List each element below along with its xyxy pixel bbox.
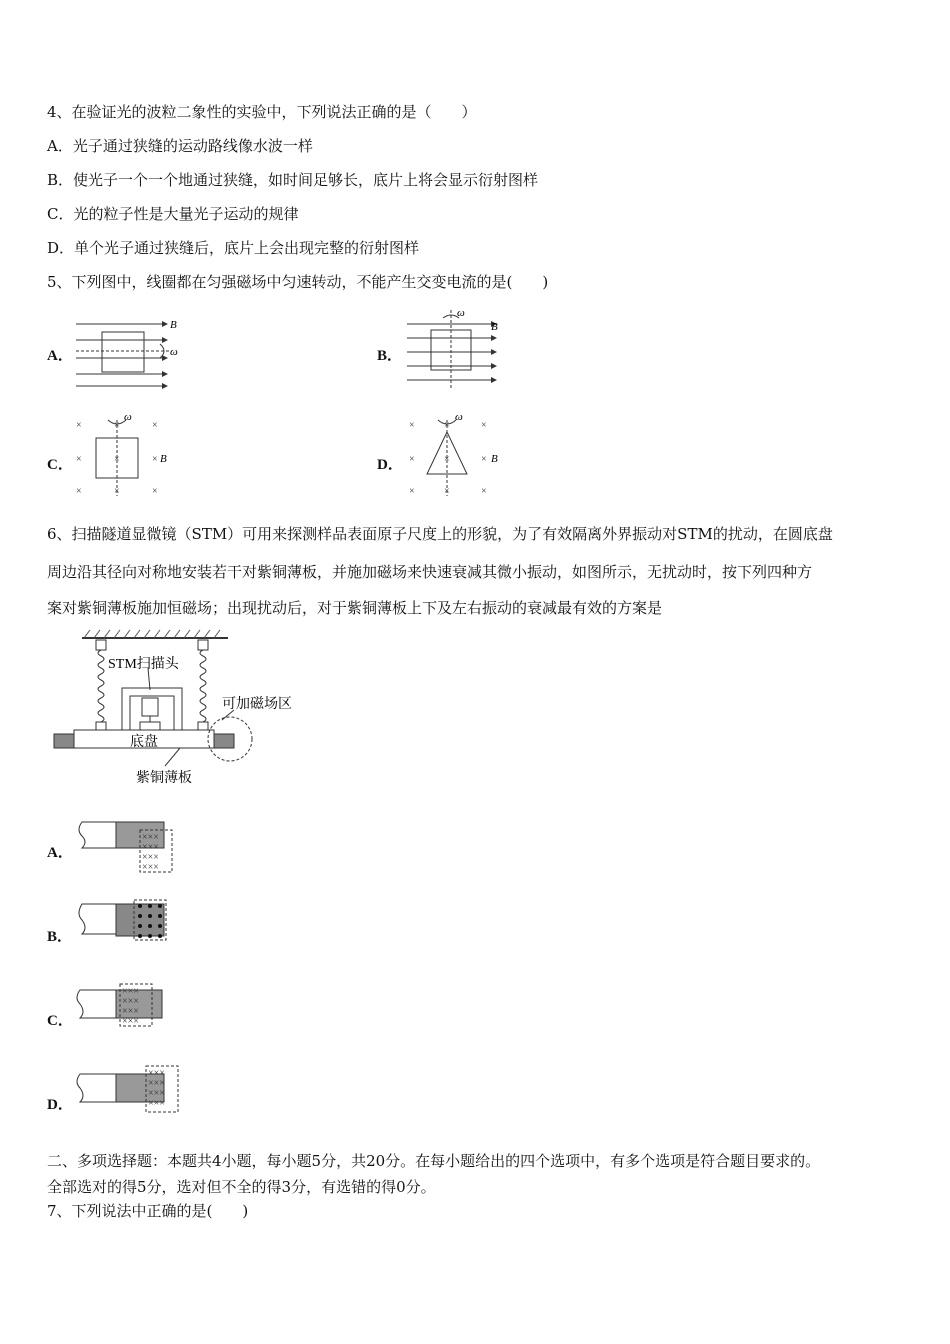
section2-heading-line-1: 二、多项选择题：本题共4小题，每小题5分，共20分。在每小题给出的四个选项中，有多个选项是符合题目要求的。 xyxy=(47,1152,821,1170)
q5-c-cross: × xyxy=(76,420,82,431)
q7-stem: 7、下列说法中正确的是( ) xyxy=(47,1202,249,1220)
q6-option-c-figure xyxy=(78,982,178,1028)
svg-text:×××: ××× xyxy=(142,832,159,843)
q5-c-cross: × xyxy=(114,486,120,497)
q5-label-b: B． xyxy=(377,348,403,364)
q5-label-d: D． xyxy=(377,457,403,473)
q5-d-cross: × xyxy=(481,486,487,497)
q5-figure-d xyxy=(405,410,515,500)
q5-label-c: C． xyxy=(47,457,73,473)
svg-text:×××: ××× xyxy=(148,1088,165,1099)
base-label: 底盘 xyxy=(130,735,158,750)
q6-stem-line-3: 案对紫铜薄板施加恒磁场；出现扰动后，对于紫铜薄板上下及左右振动的衰减最有效的方案是 xyxy=(47,599,663,617)
q4-option-d: D．单个光子通过狭缝后，底片上会出现完整的衍射图样 xyxy=(47,239,420,257)
q5-label-a: A． xyxy=(47,348,73,364)
q5-d-cross: × xyxy=(444,420,450,431)
q5-d-field-b: B xyxy=(491,453,498,465)
svg-text:×××: ××× xyxy=(122,986,139,997)
q5-d-omega: ω xyxy=(455,411,463,423)
q5-c-cross: × xyxy=(152,486,158,497)
q5-d-cross: × xyxy=(409,420,415,431)
section2-heading-line-2: 全部选对的得5分，选对但不全的得3分，有选错的得0分。 xyxy=(47,1178,436,1196)
q6-label-a: A． xyxy=(47,845,73,861)
q6-option-a-figure xyxy=(80,818,180,874)
field-region-label: 可加磁场区 xyxy=(222,697,292,712)
svg-text:×××: ××× xyxy=(122,1006,139,1017)
q4-option-c: C．光的粒子性是大量光子运动的规律 xyxy=(47,205,299,223)
q6-label-b: B． xyxy=(47,929,73,945)
q6-label-d: D． xyxy=(47,1097,73,1113)
q6-option-b-figure xyxy=(80,900,180,944)
svg-text:×××: ××× xyxy=(148,1098,165,1109)
svg-text:×××: ××× xyxy=(142,852,159,863)
svg-text:×××: ××× xyxy=(148,1078,165,1089)
q5-c-omega: ω xyxy=(124,411,132,423)
stm-head-label: STM扫描头 xyxy=(108,657,179,672)
svg-text:×××: ××× xyxy=(122,996,139,1007)
q5-d-cross: × xyxy=(444,454,450,465)
q6-stem-line-1: 6、扫描隧道显微镜（STM）可用来探测样品表面原子尺度上的形貌，为了有效隔离外界振动对STM的扰动，在圆底盘 xyxy=(47,525,833,543)
q5-a-omega: ω xyxy=(170,346,178,358)
q5-b-field-b: B xyxy=(491,321,498,333)
q5-d-cross: × xyxy=(481,454,487,465)
q4-option-a: A．光子通过狭缝的运动路线像水波一样 xyxy=(47,137,313,155)
stm-apparatus-figure xyxy=(50,628,320,793)
q4-option-b: B．使光子一个一个地通过狭缝，如时间足够长，底片上将会显示衍射图样 xyxy=(47,171,539,189)
q6-label-c: C． xyxy=(47,1013,73,1029)
svg-text:×××: ××× xyxy=(122,1016,139,1027)
q5-b-omega: ω xyxy=(457,307,465,319)
q4-stem: 4、在验证光的波粒二象性的实验中，下列说法正确的是（ ） xyxy=(47,103,477,121)
q5-d-cross: × xyxy=(409,486,415,497)
q5-c-cross: × xyxy=(114,454,120,465)
q5-c-cross: × xyxy=(152,420,158,431)
q5-c-cross: × xyxy=(76,454,82,465)
q5-d-cross: × xyxy=(481,420,487,431)
q5-figure-b xyxy=(405,308,515,390)
q5-d-cross: × xyxy=(409,454,415,465)
q5-c-cross: × xyxy=(152,454,158,465)
q5-c-cross: × xyxy=(76,486,82,497)
copper-plate-label: 紫铜薄板 xyxy=(136,771,192,786)
q6-option-d-figure xyxy=(78,1064,188,1116)
q6-stem-line-2: 周边沿其径向对称地安装若干对紫铜薄板，并施加磁场来快速衰减其微小振动，如图所示，无扰动时，按下列四种方 xyxy=(47,563,813,581)
svg-text:×××: ××× xyxy=(148,1068,165,1079)
q5-a-field-b: B xyxy=(170,319,177,331)
q5-c-cross: × xyxy=(114,420,120,431)
svg-text:×××: ××× xyxy=(142,862,159,873)
q5-c-field-b: B xyxy=(160,453,167,465)
q5-d-cross: × xyxy=(444,486,450,497)
q5-stem: 5、下列图中，线圈都在匀强磁场中匀速转动，不能产生交变电流的是( ) xyxy=(47,273,549,291)
q5-figure-c xyxy=(72,410,182,500)
svg-text:×××: ××× xyxy=(142,842,159,853)
q5-figure-a xyxy=(72,318,192,390)
